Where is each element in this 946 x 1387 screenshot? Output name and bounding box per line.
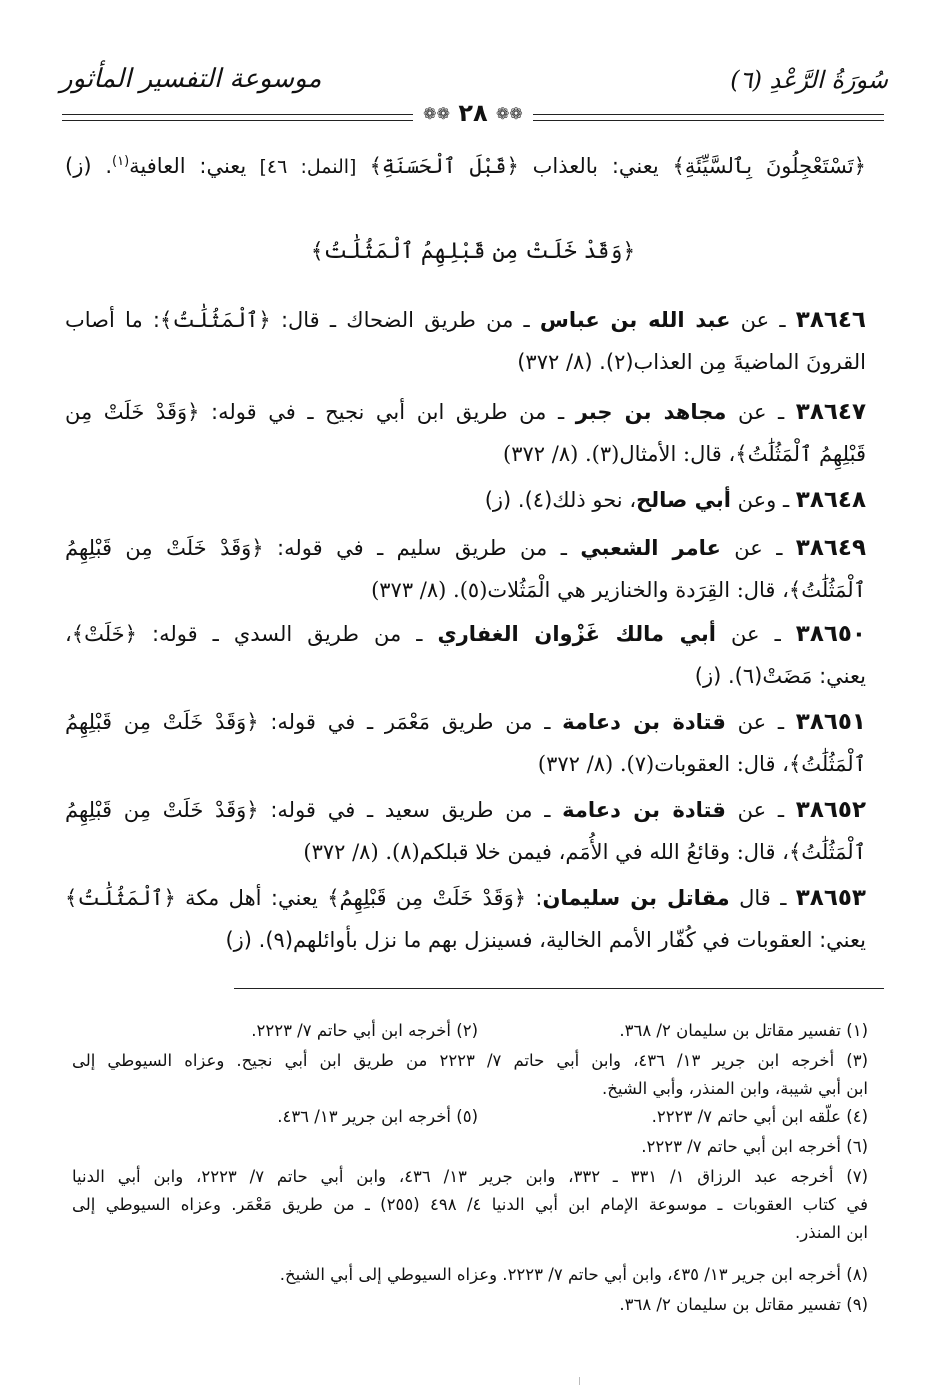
quran-quote: ٱلْمَثُلَٰتُ﴾، قال: وقائعُ الله في الأُمَم، فيمن خلا قبلكم(٨). (٨/ ٣٧٢) [303,840,866,864]
entry-line [65,878,866,918]
ornament-icon: ❁❁ [496,104,523,123]
page-number-box [413,98,533,132]
book-title: موسوعة التفسير المأثور [60,64,322,94]
entry-line [65,702,866,742]
text-run: يعني: العافية [129,154,247,178]
text-run: : [526,886,543,910]
entry-line [65,832,866,872]
narrator-name: مجاهد بن جبر [575,400,727,424]
text-run: ، نحو ذلك(٤). (ز) [484,488,637,512]
text-run: ـ من طريق مَعْمَر ـ في قوله: [258,710,563,734]
text-run: القرونَ الماضيةَ مِن العذاب(٢). (٨/ ٣٧٢) [517,350,866,374]
ornament-icon: ❁❁ [423,104,450,123]
quran-quote: ﴿وَقَدْ خَلَتْ مِن قَبْلِهِمُ﴾ [327,886,527,910]
footnote-5: (٥) أخرجه ابن جرير ١٣/ ٤٣٦. [277,1107,478,1126]
page-number: ٢٨ [458,99,488,127]
quran-quote: ٱلْمَثُلَٰتُ﴾، قال: القِرَدة والخنازير هي الْمَثُلات(٥). (٨/ ٣٧٣) [371,578,866,602]
verse-reference: [النمل: ٤٦] [246,156,370,178]
narrator-name: قتادة بن دعامة [562,798,726,822]
text-run: ـ عن [716,622,796,646]
entry-line [65,614,866,654]
narrator-name: أبي مالك غَزْوان الغفاري [437,622,716,646]
entry-line [65,300,866,340]
text-run: يعني: مَضَتْ(٦). (ز) [694,664,866,688]
footnote-marker: (١) [112,154,130,169]
text-run: ـ من طريق سعيد ـ في قوله: [258,798,563,822]
text-run: . (ز) [65,154,113,178]
footnote-7-line-3: ابن المنذر. [795,1223,868,1242]
footnote-7-line-1: (٧) أخرجه عبد الرزاق ١/ ٣٣١ ـ ٣٣٢، وابن جرير ١٣/ ٤٣٦، وابن أبي حاتم ٧/ ٢٢٢٣، وابن أبي الدنيا [72,1167,868,1186]
quran-quote: ﴿تَسْتَعْجِلُونَ بِٱلسَّيِّئَةِ﴾ [672,154,866,178]
footnote-4: (٤) علّقه ابن أبي حاتم ٧/ ٢٢٢٣. [651,1107,868,1126]
text-run: ـ عن [726,400,796,424]
quran-quote: ﴿وَقَدْ خَلَتْ مِن قَبْلِهِمُ [65,798,259,822]
quran-quote: ﴿وَقَدْ خَلَتْ مِن [65,400,200,424]
footnote-1: (١) تفسير مقاتل بن سليمان ٢/ ٣٦٨. [619,1021,868,1040]
text-run: : ما أصاب [65,308,160,332]
text-run: ـ من طريق الضحاك ـ قال: [270,308,540,332]
entry-line [65,744,866,784]
entry-number: ٣٨٦٤٦ [795,307,866,333]
narrator-name: عبد الله بن عباس [539,308,731,332]
entry-line [65,920,866,960]
text-run: يعني: بالعذاب [518,154,673,178]
entry-line [65,434,866,474]
text-run: ـ من طريق ابن أبي نجيح ـ في قوله: [199,400,576,424]
text-run: ـ من طريق السدي ـ قوله: [136,622,438,646]
entry-number: ٣٨٦٥١ [795,709,866,735]
quran-quote: ﴿خَلَتْ﴾، [65,622,137,646]
entry-line [65,342,866,382]
footnote-3-line-2: ابن أبي شيبة، وابن المنذر، وأبي الشيخ. [602,1079,868,1098]
entry-number: ٣٨٦٥٣ [795,885,866,911]
entry-number: ٣٨٦٤٧ [795,399,866,425]
footnote-row [72,1016,868,1046]
quran-quote: ﴿ٱلْمَثُلَٰتُ﴾ [65,886,176,910]
footnote-8: (٨) أخرجه ابن جرير ١٣/ ٤٣٥، وابن أبي حاتم ٧/ ٢٢٢٣. وعزاه السيوطي إلى أبي الشيخ. [279,1265,868,1284]
footnote-separator [234,988,884,989]
entry-line [65,656,866,696]
entry-line [65,570,866,610]
narrator-name: قتادة بن دعامة [562,710,726,734]
narrator-name: أبي صالح [636,488,731,512]
text-run: يعني: أهل مكة [175,886,328,910]
text-run: ـ عن [725,798,796,822]
text-run: ـ قال [729,886,796,910]
quran-quote: ﴿وَقَدْ خَلَتْ مِن قَبْلِهِمُ [65,536,264,560]
footnote-2: (٢) أخرجه ابن أبي حاتم ٧/ ٢٢٢٣. [251,1021,478,1040]
text-run: ـ عن [730,308,796,332]
entry-line [65,480,866,520]
footnote-3-line-1: (٣) أخرجه ابن جرير ١٣/ ٤٣٦، وابن أبي حاتم ٧/ ٢٢٢٣ من طريق ابن أبي نجيح. وعزاه السيوطي إلى [72,1051,868,1070]
quran-quote: ﴿قَبْلَ ٱلْحَسَنَةِ﴾ [369,154,519,178]
footnote-9: (٩) تفسير مقاتل بن سليمان ٢/ ٣٦٨. [619,1295,868,1314]
intro-line [65,142,866,187]
text-run: ـ عن [720,536,796,560]
surah-title: سُورَةُ الرَّعْدِ (٦) [730,66,888,94]
narrator-name: مقاتل بن سليمان [542,886,730,910]
quran-quote: قَبْلِهِمُ ٱلْمَثُلَٰتُ﴾، قال: الأمثال(٣). (٨/ ٣٧٢) [503,442,866,466]
quran-quote: ٱلْمَثُلَٰتُ﴾، قال: العقوبات(٧). (٨/ ٣٧٢) [537,752,866,776]
verse-heading: ﴿وَقَدْ خَلَتْ مِن قَبْلِهِمُ ٱلْمَثُلَٰتُ﴾ [310,239,636,264]
text-run: يعني: العقوبات في كُفّار الأمم الخالية، فسينزل بهم ما نزل بأوائلهم(٩). (ز) [225,928,866,952]
quran-quote: ﴿وَقَدْ خَلَتْ مِن قَبْلِهِمُ [65,710,259,734]
footnote-7-line-2: في كتاب العقوبات ـ موسوعة الإمام ابن أبي الدنيا ٤/ ٤٩٨ (٢٥٥) ـ من طريق مَعْمَر. وعزاه السيوطي إلى [72,1195,868,1214]
footnote-row [72,1102,868,1132]
text-run: ـ من طريق سليم ـ في قوله: [263,536,581,560]
text-run: ـ وعن [730,488,796,512]
footnote-6: (٦) أخرجه ابن أبي حاتم ٧/ ٢٢٢٣. [641,1137,868,1156]
crop-mark [579,1377,580,1385]
entry-line [65,790,866,830]
quran-quote: ﴿ٱلْمَثُلَٰتُ﴾ [159,308,271,332]
entry-number: ٣٨٦٥٢ [795,797,866,823]
entry-number: ٣٨٦٤٩ [795,535,866,561]
entry-line [65,528,866,568]
entry-line [65,392,866,432]
entry-number: ٣٨٦٥٠ [795,621,866,647]
narrator-name: عامر الشعبي [580,536,721,560]
entry-number: ٣٨٦٤٨ [795,487,866,513]
text-run: ـ عن [725,710,796,734]
